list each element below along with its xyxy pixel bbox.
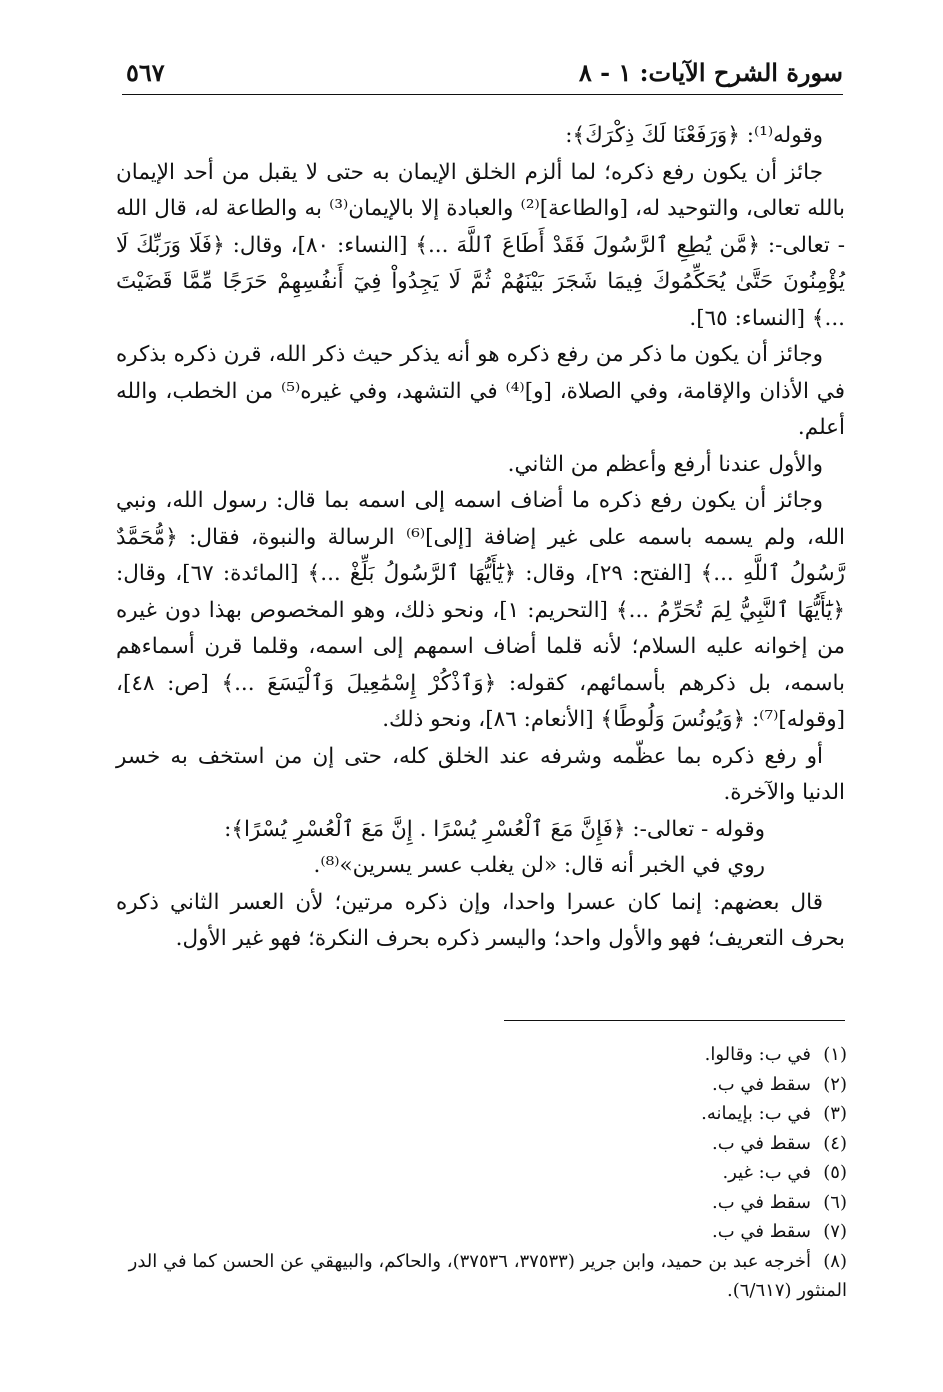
footnote-item: (٧)سقط في ب. (712, 1221, 847, 1242)
footnotes (100, 1040, 847, 1306)
paragraph-1: جائز أن يكون رفع ذكره؛ لما ألزم الخلق الإيمان به حتى لا يقبل من أحد الإيمان بالله تعالى، والتوحيد له، [والطاعة]⁽²⁾ والعبادة إلا بالإيمان⁽³⁾ به والطاعة له، قال الله - تعالى-: ﴿مَّن يُطِعِ ٱلرَّسُولَ فَقَدْ أَطَاعَ ٱللَّهَ ...﴾ [النساء: ٨٠]، وقال: ﴿فَلَا وَرَبِّكَ لَا يُؤْمِنُونَ حَتَّىٰ يُحَكِّمُوكَ فِيمَا شَجَرَ بَيْنَهُمْ ثُمَّ لَا يَجِدُواْ فِيٓ أَنفُسِهِمْ حَرَجًا مِّمَّا قَضَيْتَ ...﴾ [النساء: ٦٥]. (116, 159, 846, 331)
paragraph-4: وجائز أن يكون رفع ذكره ما أضاف اسمه إلى اسمه بما قال: رسول الله، ونبي الله، ولم يسمه باسمه على غير إضافة [إلى]⁽⁶⁾ الرسالة والنبوة، فقال: ﴿مُّحَمَّدٌ رَّسُولُ ٱللَّهِ ...﴾ [الفتح: ٢٩]، وقال: ﴿يَٰٓأَيُّهَا ٱلرَّسُولُ بَلِّغْ ...﴾ [المائدة: ٦٧]، وقال: ﴿يَٰٓأَيُّهَا ٱلنَّبِيُّ لِمَ تُحَرِّمُ ...﴾ [التحريم: ١]، ونحو ذلك، وهو المخصوص بهذا دون غيره من إخوانه عليه السلام؛ لأنه قلما أضاف اسمهم إلى اسمه، وقلما قرن أسماءهم باسمه، بل ذكرهم بأسمائهم، كقوله: ﴿وَٱذْكُرْ إِسْمَٰعِيلَ وَٱلْيَسَعَ ...﴾ [ص: ٤٨]، [وقوله]⁽⁷⁾: ﴿وَيُونُسَ وَلُوطًا﴾ [الأنعام: ٨٦]، ونحو ذلك. (116, 488, 845, 732)
footnote-item: (٤)سقط في ب. (712, 1132, 847, 1154)
footnote-item: (٢)سقط في ب. (712, 1073, 847, 1095)
footnote-item: (٣)في ب: بإيمانه. (701, 1103, 847, 1124)
paragraph-verse-1: وقوله⁽¹⁾: ﴿وَرَفَعْنَا لَكَ ذِكْرَكَ﴾: (565, 123, 823, 148)
paragraph-6: قال بعضهم: إنما كان عسرا واحدا، وإن ذكره مرتين؛ لأن العسر الثاني ذكره بحرف التعريف؛ فهو والأول واحد؛ واليسر ذكره بحرف النكرة؛ فهو غير الأول. (116, 889, 845, 951)
footnote-separator (504, 1020, 845, 1021)
page-number: ٥٦٧ (126, 58, 165, 87)
main-text (116, 118, 845, 958)
paragraph-3: والأول عندنا أرفع وأعظم من الثاني. (507, 451, 823, 477)
paragraph-hadith: روي في الخبر أنه قال: «لن يغلب عسر يسرين»⁽⁸⁾. (313, 853, 765, 878)
paragraph-2: وجائز أن يكون ما ذكر من رفع ذكره هو أنه يذكر حيث ذكر الله، قرن ذكره بذكره في الأذان والإقامة، وفي الصلاة، [و]⁽⁴⁾ في التشهد، وفي غيره⁽⁵⁾ من الخطب، والله أعلم. (116, 342, 845, 440)
running-header (122, 54, 843, 95)
paragraph-verse-2: وقوله - تعالى-: ﴿فَإِنَّ مَعَ ٱلْعُسْرِ يُسْرًا . إِنَّ مَعَ ٱلْعُسْرِ يُسْرًا﴾: (224, 816, 765, 842)
footnote-item: (٥)في ب: غير. (722, 1162, 847, 1183)
footnote-item: (٦)سقط في ب. (712, 1191, 847, 1213)
footnote-item: (١)في ب: وقالوا. (704, 1044, 847, 1065)
footnote-item: (٨)أخرجه عبد بن حميد، وابن جرير (٣٧٥٣٣، ٣٧٥٣٦)، والحاكم، والبيهقي عن الحسن كما في الدر المنثور (٦/٦١٧). (128, 1250, 847, 1301)
paragraph-5: أو رفع ذكره بما عظّمه وشرفه عند الخلق كله، حتى إن من استخف به خسر الدنيا والآخرة. (116, 743, 845, 805)
surah-title: سورة الشرح الآيات: ١ - ٨ (578, 58, 843, 87)
